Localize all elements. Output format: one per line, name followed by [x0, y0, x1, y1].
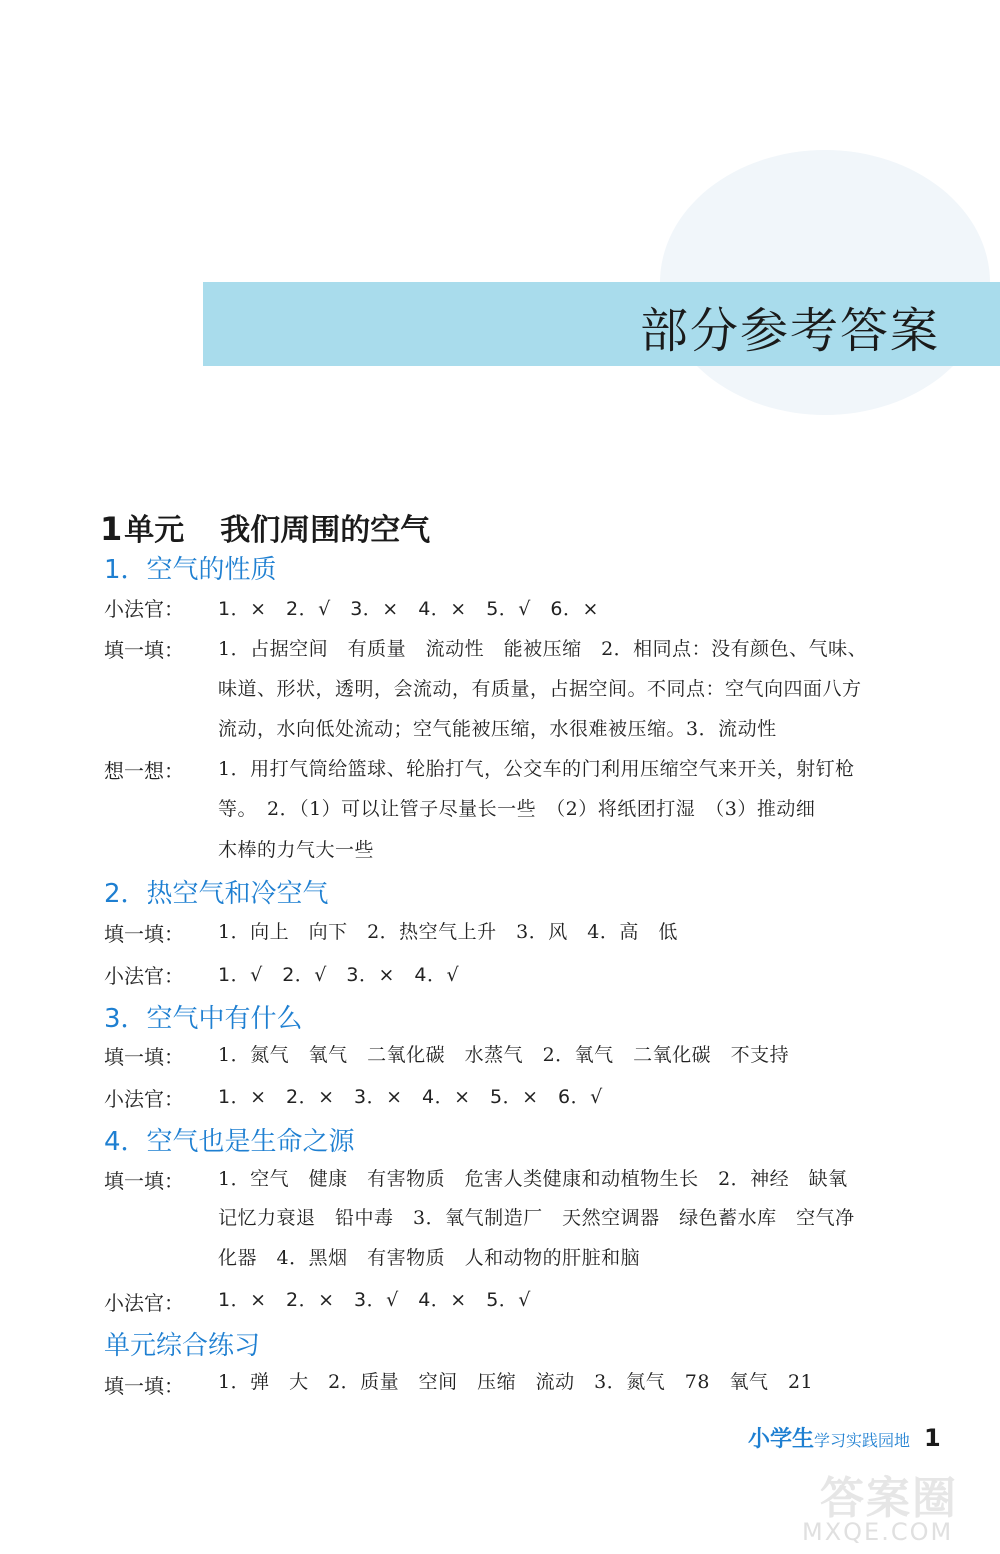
footer-brand: 小学生 [748, 1427, 815, 1452]
answer-line: 1．空气 健康 有害物质 危害人类健康和动植物生长 2．神经 缺氧 [218, 1168, 848, 1190]
answer-line: 等。 2．（1）可以让管子尽量长一些 （2）将纸团打湿 （3）推动细 [218, 798, 816, 820]
page-title: 部分参考答案 [639, 303, 940, 359]
row-label: 填一填： [104, 1374, 184, 1398]
answer-row [104, 960, 216, 989]
section-title-1: 1．空气的性质 [104, 555, 277, 585]
section-title-4: 4．空气也是生命之源 [104, 1127, 355, 1157]
section-title-3: 3．空气中有什么 [104, 1004, 303, 1034]
answer-line: 1．向上 向下 2．热空气上升 3．风 4．高 低 [218, 921, 678, 943]
row-label: 小法官： [104, 1291, 184, 1315]
section-title-5: 单元综合练习 [104, 1331, 261, 1361]
answer-line: 1．× 2．× 3．√ 4．× 5．√ [218, 1289, 531, 1311]
answer-line: 木棒的力气大一些 [218, 839, 375, 861]
answer-row [104, 1083, 216, 1112]
row-label: 填一填： [104, 922, 184, 946]
answer-line: 1．× 2．√ 3．× 4．× 5．√ 6．× [218, 598, 599, 620]
row-label: 想一想： [104, 759, 184, 783]
section-title-2: 2．热空气和冷空气 [104, 879, 329, 909]
row-label: 填一填： [104, 1169, 184, 1193]
answer-line: 1．用打气筒给篮球、轮胎打气，公交车的门利用压缩空气来开关，射钉枪 [218, 758, 855, 780]
watermark-url: MXQE.COM [802, 1518, 954, 1546]
answer-row [104, 1041, 216, 1070]
title-banner [203, 282, 1000, 366]
unit-number: 1 [100, 510, 123, 548]
answer-line: 味道、形状，透明，会流动，有质量，占据空间。不同点：空气向四面八方 [218, 678, 862, 700]
answer-line: 1．占据空间 有质量 流动性 能被压缩 2．相同点：没有颜色、气味、 [218, 638, 868, 660]
answer-row [104, 755, 216, 784]
answer-row [104, 1165, 216, 1194]
page-number: 1 [924, 1424, 941, 1452]
watermark-logo: 答案圈 [820, 1473, 958, 1524]
answer-line: 1．弹 大 2．质量 空间 压缩 流动 3．氮气 78 氧气 21 [218, 1371, 814, 1393]
row-label: 小法官： [104, 964, 184, 988]
footer-subtitle: 学习实践园地 [814, 1431, 911, 1450]
answer-row [104, 593, 216, 622]
answer-line: 记忆力衰退 铅中毒 3．氧气制造厂 天然空调器 绿色蓄水库 空气净 [218, 1207, 855, 1229]
answer-row [104, 634, 216, 663]
answer-row [104, 1370, 216, 1399]
answer-line: 1．氮气 氧气 二氧化碳 水蒸气 2．氧气 二氧化碳 不支持 [218, 1044, 790, 1066]
answer-line: 化器 4．黑烟 有害物质 人和动物的肝脏和脑 [218, 1247, 641, 1269]
row-label: 填一填： [104, 638, 184, 662]
answer-row [104, 1287, 216, 1316]
answer-line: 1．√ 2．√ 3．× 4．√ [218, 964, 460, 986]
answer-line: 1．× 2．× 3．× 4．× 5．× 6．√ [218, 1086, 603, 1108]
unit-name: 我们周围的空气 [220, 513, 431, 548]
row-label: 小法官： [104, 597, 184, 621]
row-label: 填一填： [104, 1045, 184, 1069]
unit-heading [100, 505, 430, 549]
answer-line: 流动，水向低处流动；空气能被压缩，水很难被压缩。3．流动性 [218, 718, 777, 740]
unit-label: 单元 [124, 513, 185, 548]
page-footer [748, 1422, 941, 1453]
row-label: 小法官： [104, 1087, 184, 1111]
answer-row [104, 918, 216, 947]
